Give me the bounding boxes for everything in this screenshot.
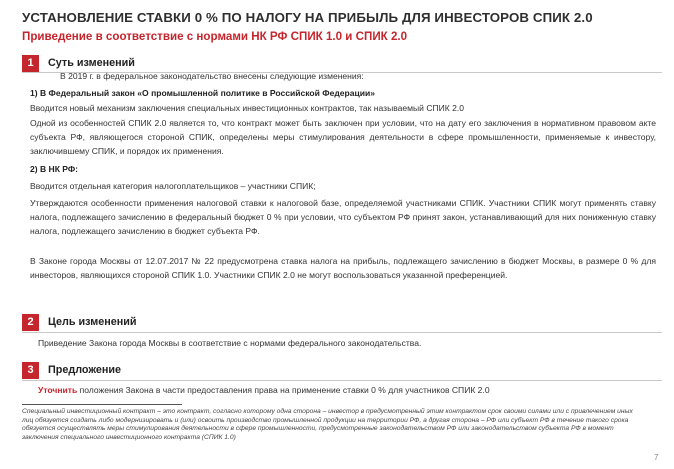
point-2-line-2: Утверждаются особенности применения налоговой ставки к налоговой базе, определяемой участниками СПИК. Участники СПИК могут применять ставку налога, подлежащего зачислению в федеральный бюджет 0 % при условии, что субъектом РФ принят закон, устанавливающий для них пониженную ставку налога, подлежащего зачислению в бюджет субъекта РФ. [30, 198, 656, 237]
section-1-title: Суть изменений [48, 57, 135, 69]
point-1-line-1: Вводится новый механизм заключения специальных инвестиционных контрактов, так называемый СПИК 2.0 [30, 103, 465, 113]
footnote-divider [22, 404, 182, 405]
section-3-number: 3 [22, 362, 39, 379]
section-2-number: 2 [22, 314, 39, 331]
section-2-divider [22, 332, 662, 333]
point-2-line-1: Вводится отдельная категория налогоплательщиков – участники СПИК; [30, 181, 316, 191]
section-1-intro: В 2019 г. в федеральное законодательство внесены следующие изменения: [60, 71, 364, 81]
section-3-divider [22, 380, 662, 381]
moscow-law-text: В Законе города Москвы от 12.07.2017 № 22 предусмотрена ставка налога на прибыль, подлежащего зачислению в бюджет Москвы, в размере 0 % для инвесторов, являющихся стороной СПИК 1.0. Участники СПИК 2.0 не могут воспользоваться указанной преференцией. [30, 256, 656, 281]
section-2-text: Приведение Закона города Москвы в соответствие с нормами федерального законодательства. [38, 338, 422, 348]
proposal-text: положения Закона в части предоставления права на применение ставки 0 % для участников СПИК 2.0 [77, 385, 490, 395]
section-3-title: Предложение [48, 364, 122, 376]
point-1-title: 1) В Федеральный закон «О промышленной политике в Российской Федерации» [30, 88, 375, 98]
section-2-header [22, 314, 662, 331]
page-number: 7 [654, 453, 659, 462]
section-3-text [38, 383, 664, 397]
footnote: Специальный инвестиционный контракт – это контракт, согласно которому одна сторона – инвестор в предусмотренный этим контрактом срок своими силами или с привлечением иных лиц обязуется создать либо модернизировать и (или) освоить производство промышленной продукции на территории РФ, а другая сторона – РФ или субъект РФ в течение такого срока обязуется осуществлять меры стимулирования деятельности в сфере промышленности, предусмотренные законодательством РФ или законодательством субъекта РФ в момент заключения специального инвестиционного контракта (СПИК 1.0) [22, 408, 633, 442]
point-1-line-2: Одной из особенностей СПИК 2.0 является то, что контракт может быть заключен при условии, что на дату его заключения в нормативном правовом акте субъекта РФ, являющегося стороной СПИК, определены меры стимулирования деятельности в сфере промышленности, применяемые к инвестору, заключившему СПИК, и порядок их применения. [30, 118, 656, 157]
page-subtitle: Приведение в соответствие с нормами НК РФ СПИК 1.0 и СПИК 2.0 [22, 30, 408, 43]
proposal-highlight: Уточнить [38, 385, 78, 395]
point-2-title: 2) В НК РФ: [30, 164, 79, 174]
page-title: УСТАНОВЛЕНИЕ СТАВКИ 0 % ПО НАЛОГУ НА ПРИБЫЛЬ ДЛЯ ИНВЕСТОРОВ СПИК 2.0 [22, 10, 593, 25]
section-1-number: 1 [22, 55, 39, 72]
section-2-title: Цель изменений [48, 316, 137, 328]
section-3-header [22, 362, 662, 379]
